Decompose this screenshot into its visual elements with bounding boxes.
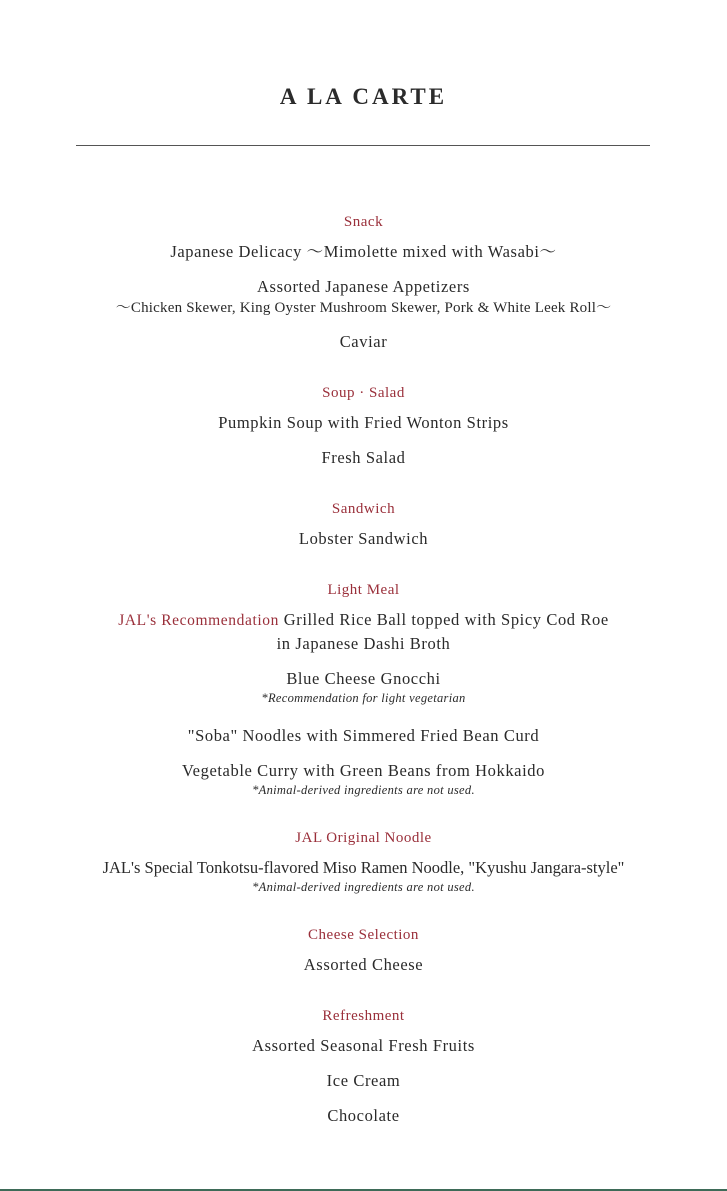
menu-item — [0, 240, 727, 263]
item-name: Caviar — [339, 332, 388, 351]
section-soup-salad — [0, 383, 727, 469]
item-name: Fresh Salad — [321, 448, 406, 467]
section-refreshment — [0, 1006, 727, 1127]
item-description: 〜Chicken Skewer, King Oyster Mushroom Skewer, Pork & White Leek Roll〜 — [115, 300, 612, 316]
item-name: Ice Cream — [326, 1071, 401, 1090]
item-name: Lobster Sandwich — [298, 529, 429, 548]
item-name: Assorted Japanese Appetizers — [257, 277, 470, 296]
title-divider — [76, 145, 650, 146]
section-sandwich — [0, 499, 727, 550]
item-name: Blue Cheese Gnocchi — [286, 669, 441, 688]
section-heading: Snack — [343, 214, 384, 230]
item-note: *Animal-derived ingredients are not used. — [252, 880, 475, 894]
section-heading: Sandwich — [331, 501, 396, 517]
item-name: JAL's Special Tonkotsu-flavored Miso Ramen Noodle, "Kyushu Jangara-style" — [102, 858, 625, 877]
section-heading: Refreshment — [322, 1008, 405, 1024]
item-note: *Recommendation for light vegetarian — [261, 691, 466, 705]
menu-item — [0, 856, 727, 895]
section-heading: Light Meal — [327, 582, 400, 598]
menu-item — [0, 759, 727, 798]
menu-item — [0, 608, 727, 655]
menu-item — [0, 1104, 727, 1127]
item-name: Assorted Seasonal Fresh Fruits — [252, 1036, 475, 1055]
menu-item — [0, 330, 727, 353]
section-light-meal — [0, 580, 727, 798]
section-heading: Cheese Selection — [308, 927, 419, 943]
menu-list — [0, 212, 727, 1139]
section-noodle — [0, 828, 727, 895]
recommendation-label: JAL's Recommendation — [118, 612, 279, 629]
item-name: Grilled Rice Ball topped with Spicy Cod Roe — [283, 610, 609, 629]
menu-item — [0, 275, 727, 318]
item-name: Vegetable Curry with Green Beans from Hokkaido — [181, 761, 545, 780]
section-snack — [0, 212, 727, 353]
menu-item — [0, 1069, 727, 1092]
section-heading: Soup · Salad — [322, 385, 405, 401]
menu-item — [0, 411, 727, 434]
item-note: *Animal-derived ingredients are not used. — [252, 783, 475, 797]
section-heading: JAL Original Noodle — [295, 830, 432, 846]
item-name: Chocolate — [327, 1106, 400, 1125]
item-name: Pumpkin Soup with Fried Wonton Strips — [218, 413, 509, 432]
menu-item — [0, 446, 727, 469]
item-name: Japanese Delicacy 〜Mimolette mixed with Wasabi〜 — [170, 242, 557, 261]
menu-item — [0, 667, 727, 706]
page-title: A LA CARTE — [279, 84, 448, 109]
item-name-continued: in Japanese Dashi Broth — [276, 634, 451, 653]
section-cheese — [0, 925, 727, 976]
menu-item — [0, 527, 727, 550]
item-name: "Soba" Noodles with Simmered Fried Bean Curd — [187, 726, 540, 745]
menu-item — [0, 724, 727, 747]
menu-item — [0, 953, 727, 976]
menu-item — [0, 1034, 727, 1057]
item-name: Assorted Cheese — [303, 955, 424, 974]
